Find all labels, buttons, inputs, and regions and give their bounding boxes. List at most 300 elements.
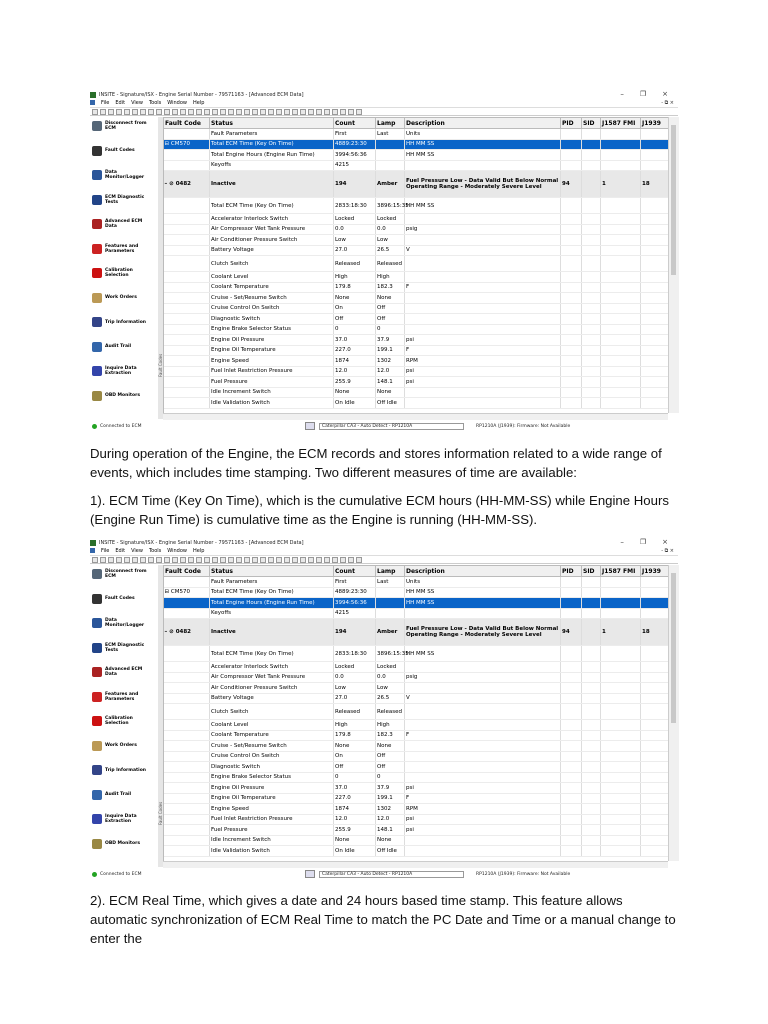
screenshot-top — [90, 90, 678, 435]
table-cell: RPM — [405, 804, 561, 815]
table-cell: 1874 — [334, 356, 376, 367]
table-cell — [582, 282, 601, 293]
column-header[interactable]: J1939 — [641, 118, 679, 129]
table-cell — [601, 814, 641, 825]
table-cell — [561, 324, 582, 335]
menu-edit[interactable]: Edit — [115, 99, 126, 106]
toolbar-button[interactable] — [92, 557, 98, 563]
sidebar-item-label: Disconnect from ECM — [105, 569, 147, 579]
table-cell: 27.0 — [334, 245, 376, 256]
toolbar-button[interactable] — [340, 109, 346, 115]
toolbar-button[interactable] — [124, 557, 130, 563]
sidebar-item[interactable] — [92, 667, 153, 677]
sidebar-item[interactable] — [92, 244, 153, 254]
horizontal-scrollbar[interactable] — [163, 413, 668, 420]
adapter-select[interactable]: Caterpillar CA3 - Auto Detect - RP1210A — [319, 423, 464, 430]
sidebar-item[interactable] — [92, 317, 153, 327]
table-row[interactable] — [164, 387, 679, 398]
table-cell: 26.5 — [376, 245, 405, 256]
toolbar-button[interactable] — [140, 557, 146, 563]
vertical-tab-label[interactable]: Fault Codes — [158, 801, 163, 825]
table-cell: 0.0 — [376, 224, 405, 235]
sidebar-item[interactable] — [92, 692, 153, 702]
toolbar-button[interactable] — [164, 109, 170, 115]
column-header[interactable]: SID — [582, 118, 601, 129]
column-header[interactable]: PID — [561, 566, 582, 577]
table-row[interactable] — [164, 704, 679, 720]
table-cell — [376, 139, 405, 150]
menu-file[interactable]: File — [101, 99, 110, 106]
menu-file[interactable]: File — [101, 547, 110, 554]
table-cell: Total ECM Time (Key On Time) — [210, 198, 334, 214]
table-cell — [601, 646, 641, 662]
table-cell — [561, 272, 582, 283]
table-row[interactable] — [164, 772, 679, 783]
toolbar-button[interactable] — [188, 557, 194, 563]
menu-edit[interactable]: Edit — [115, 547, 126, 554]
table-cell — [561, 646, 582, 662]
sidebar-item-label: Advanced ECM Data — [105, 667, 143, 677]
column-header[interactable]: Fault Code — [164, 566, 210, 577]
table-cell: Cruise - Set/Resume Switch — [210, 741, 334, 752]
toolbar-button[interactable] — [116, 557, 122, 563]
table-cell — [376, 587, 405, 598]
table-cell — [601, 662, 641, 673]
table-cell — [561, 303, 582, 314]
adapter-select[interactable]: Caterpillar CA3 - Auto Detect - RP1210A — [319, 871, 464, 878]
sidebar-item-label: Work Orders — [105, 295, 137, 300]
table-row[interactable] — [164, 139, 679, 150]
table-cell — [405, 608, 561, 619]
mdi-controls[interactable]: - ⧉ × — [661, 547, 674, 554]
table-cell: 1302 — [376, 356, 405, 367]
table-cell: Amber — [376, 619, 405, 646]
table-cell: Locked — [376, 214, 405, 225]
column-header[interactable]: Description — [405, 566, 561, 577]
toolbar-button[interactable] — [252, 109, 258, 115]
table-cell — [561, 345, 582, 356]
table-cell: 26.5 — [376, 693, 405, 704]
diagnostic-tests-icon — [92, 195, 102, 205]
table-row[interactable] — [164, 198, 679, 214]
table-cell — [561, 587, 582, 598]
table-cell: Clutch Switch — [210, 704, 334, 720]
table-cell — [601, 282, 641, 293]
column-header[interactable]: PID — [561, 118, 582, 129]
toolbar-button[interactable] — [172, 557, 178, 563]
sidebar-item[interactable] — [92, 741, 153, 751]
sidebar-item[interactable] — [92, 643, 153, 653]
table-cell: 27.0 — [334, 693, 376, 704]
table-row[interactable] — [164, 335, 679, 346]
toolbar-button[interactable] — [316, 109, 322, 115]
table-row[interactable] — [164, 377, 679, 388]
toolbar-button[interactable] — [180, 109, 186, 115]
toolbar-button[interactable] — [316, 557, 322, 563]
table-cell: None — [334, 741, 376, 752]
toolbar-button[interactable] — [324, 109, 330, 115]
table-cell — [582, 245, 601, 256]
table-cell: psig — [405, 224, 561, 235]
table-row[interactable] — [164, 214, 679, 225]
table-cell: Inactive — [210, 619, 334, 646]
mdi-controls[interactable]: - ⧉ × — [661, 99, 674, 106]
toolbar-button[interactable] — [356, 557, 362, 563]
trip-info-icon — [92, 765, 102, 775]
table-cell — [405, 314, 561, 325]
table-row[interactable] — [164, 693, 679, 704]
table-cell: Engine Speed — [210, 356, 334, 367]
table-cell — [561, 751, 582, 762]
table-cell: – ⊘ 0482 — [164, 619, 210, 646]
table-cell — [164, 345, 210, 356]
table-cell — [582, 129, 601, 140]
table-row[interactable] — [164, 245, 679, 256]
table-cell — [405, 772, 561, 783]
menu-help[interactable]: Help — [192, 547, 205, 554]
toolbar-button[interactable] — [292, 557, 298, 563]
toolbar-button[interactable] — [252, 557, 258, 563]
toolbar-button[interactable] — [148, 557, 154, 563]
toolbar-button[interactable] — [108, 109, 114, 115]
table-row[interactable] — [164, 608, 679, 619]
table-cell: On — [334, 303, 376, 314]
sidebar-item[interactable] — [92, 366, 153, 376]
toolbar-button[interactable] — [284, 557, 290, 563]
sidebar-item[interactable] — [92, 814, 153, 824]
window-title: INSITE - Signature/ISX - Engine Serial Number - 79571163 - [Advanced ECM Data] — [99, 91, 304, 98]
table-cell: Engine Brake Selector Status — [210, 772, 334, 783]
table-cell — [405, 704, 561, 720]
toolbar-button[interactable] — [220, 109, 226, 115]
table-cell — [582, 683, 601, 694]
toolbar-button[interactable] — [300, 109, 306, 115]
column-header[interactable]: Status — [210, 566, 334, 577]
table-row[interactable] — [164, 741, 679, 752]
table-row[interactable] — [164, 751, 679, 762]
table-cell: High — [376, 720, 405, 731]
table-row[interactable] — [164, 846, 679, 857]
table-row[interactable] — [164, 783, 679, 794]
toolbar-button[interactable] — [196, 557, 202, 563]
scroll-thumb[interactable] — [671, 573, 676, 723]
table-cell: Total ECM Time (Key On Time) — [210, 646, 334, 662]
toolbar-button[interactable] — [140, 109, 146, 115]
table-row[interactable] — [164, 793, 679, 804]
toolbar-button[interactable] — [180, 557, 186, 563]
table-row[interactable] — [164, 646, 679, 662]
toolbar-button[interactable] — [308, 557, 314, 563]
table-cell — [164, 825, 210, 836]
table-row[interactable] — [164, 160, 679, 171]
toolbar-button[interactable] — [332, 557, 338, 563]
table-cell — [376, 608, 405, 619]
close-button[interactable]: × — [662, 538, 668, 546]
horizontal-scrollbar[interactable] — [163, 861, 668, 868]
diagnostic-tests-icon — [92, 643, 102, 653]
table-cell: 179.8 — [334, 282, 376, 293]
column-header[interactable]: Fault Code — [164, 118, 210, 129]
column-header[interactable]: Count — [334, 566, 376, 577]
table-row[interactable] — [164, 814, 679, 825]
document-icon — [90, 548, 95, 553]
table-cell — [582, 587, 601, 598]
toolbar-button[interactable] — [156, 557, 162, 563]
toolbar-button[interactable] — [204, 557, 210, 563]
toolbar-button[interactable] — [324, 557, 330, 563]
table-cell — [601, 129, 641, 140]
work-orders-icon — [92, 741, 102, 751]
toolbar-button[interactable] — [292, 109, 298, 115]
toolbar-button[interactable] — [332, 109, 338, 115]
table-cell — [164, 303, 210, 314]
table-row[interactable] — [164, 720, 679, 731]
table-cell — [601, 825, 641, 836]
table-cell — [561, 224, 582, 235]
toolbar-button[interactable] — [220, 557, 226, 563]
toolbar-button[interactable] — [348, 109, 354, 115]
toolbar-button[interactable] — [148, 109, 154, 115]
table-cell — [601, 398, 641, 409]
table-row[interactable] — [164, 356, 679, 367]
table-cell: Fuel Pressure — [210, 377, 334, 388]
menu-tools[interactable]: Tools — [148, 547, 162, 554]
table-cell: Released — [334, 256, 376, 272]
column-header[interactable]: Lamp — [376, 118, 405, 129]
table-row[interactable] — [164, 804, 679, 815]
toolbar-button[interactable] — [164, 557, 170, 563]
sidebar-item[interactable] — [92, 569, 153, 579]
sidebar-item[interactable] — [92, 146, 153, 156]
table-row[interactable] — [164, 171, 679, 198]
table-row[interactable] — [164, 577, 679, 588]
menu-window[interactable]: Window — [167, 547, 187, 554]
table-cell: 12.0 — [376, 814, 405, 825]
sidebar-item[interactable] — [92, 195, 153, 205]
table-row[interactable] — [164, 129, 679, 140]
sidebar-item[interactable] — [92, 342, 153, 352]
toolbar-button[interactable] — [212, 557, 218, 563]
table-cell — [582, 608, 601, 619]
table-cell: Fuel Inlet Restriction Pressure — [210, 366, 334, 377]
table-row[interactable] — [164, 150, 679, 161]
toolbar-button[interactable] — [156, 109, 162, 115]
table-row[interactable] — [164, 324, 679, 335]
vertical-tab-label[interactable]: Fault Codes — [158, 353, 163, 377]
toolbar-button[interactable] — [228, 109, 234, 115]
toolbar-button[interactable] — [260, 109, 266, 115]
toolbar-button[interactable] — [244, 557, 250, 563]
minimize-button[interactable]: – — [620, 90, 624, 98]
table-cell — [164, 741, 210, 752]
table-cell — [582, 693, 601, 704]
sidebar-item[interactable] — [92, 716, 153, 726]
toolbar-button[interactable] — [308, 109, 314, 115]
table-row[interactable] — [164, 662, 679, 673]
table-cell — [582, 171, 601, 198]
sidebar-item[interactable] — [92, 293, 153, 303]
table-cell: Accelerator Interlock Switch — [210, 214, 334, 225]
toolbar-button[interactable] — [188, 109, 194, 115]
column-header[interactable]: SID — [582, 566, 601, 577]
table-cell — [405, 398, 561, 409]
table-row[interactable] — [164, 835, 679, 846]
sidebar-item[interactable] — [92, 790, 153, 800]
table-row[interactable] — [164, 224, 679, 235]
table-row[interactable] — [164, 683, 679, 694]
table-row[interactable] — [164, 293, 679, 304]
column-header[interactable]: J1587 FMI — [601, 118, 641, 129]
table-row[interactable] — [164, 762, 679, 773]
toolbar-button[interactable] — [276, 109, 282, 115]
column-header[interactable]: J1939 — [641, 566, 679, 577]
toolbar-button[interactable] — [108, 557, 114, 563]
table-row[interactable] — [164, 366, 679, 377]
table-cell: Battery Voltage — [210, 693, 334, 704]
toolbar-button[interactable] — [300, 557, 306, 563]
menu-view[interactable]: View — [131, 99, 143, 106]
table-cell — [561, 683, 582, 694]
menu-window[interactable]: Window — [167, 99, 187, 106]
menu-tools[interactable]: Tools — [148, 99, 162, 106]
sidebar-item[interactable] — [92, 594, 153, 604]
table-cell — [164, 672, 210, 683]
table-cell: Battery Voltage — [210, 245, 334, 256]
sidebar-item[interactable] — [92, 170, 153, 180]
table-cell — [405, 256, 561, 272]
sidebar-item[interactable] — [92, 219, 153, 229]
table-cell: Total Engine Hours (Engine Run Time) — [210, 150, 334, 161]
toolbar-button[interactable] — [92, 109, 98, 115]
sidebar-item[interactable] — [92, 839, 153, 849]
toolbar-button[interactable] — [284, 109, 290, 115]
vertical-scrollbar[interactable] — [668, 117, 679, 413]
table-cell: None — [376, 293, 405, 304]
table-row[interactable] — [164, 272, 679, 283]
minimize-button[interactable]: – — [620, 538, 624, 546]
toolbar-button[interactable] — [236, 109, 242, 115]
table-cell — [582, 324, 601, 335]
scroll-thumb[interactable] — [671, 125, 676, 275]
table-cell — [582, 139, 601, 150]
table-row[interactable] — [164, 345, 679, 356]
column-header[interactable]: J1587 FMI — [601, 566, 641, 577]
toolbar-button[interactable] — [100, 109, 106, 115]
inquire-icon — [92, 366, 102, 376]
toolbar-button[interactable] — [268, 557, 274, 563]
vertical-scrollbar[interactable] — [668, 565, 679, 861]
maximize-button[interactable]: ❐ — [639, 538, 647, 546]
table-cell: 12.0 — [334, 814, 376, 825]
obd-monitors-icon — [92, 391, 102, 401]
menu-help[interactable]: Help — [192, 99, 205, 106]
table-cell: On Idle — [334, 846, 376, 857]
sidebar-item-label: Calibration Selection — [105, 268, 133, 278]
toolbar-button[interactable] — [132, 557, 138, 563]
table-cell — [164, 214, 210, 225]
table-row[interactable] — [164, 730, 679, 741]
toolbar-button[interactable] — [356, 109, 362, 115]
table-cell — [164, 751, 210, 762]
table-cell — [601, 256, 641, 272]
table-row[interactable] — [164, 598, 679, 609]
table-cell: psi — [405, 366, 561, 377]
table-cell — [582, 741, 601, 752]
table-row[interactable] — [164, 314, 679, 325]
toolbar-button[interactable] — [132, 109, 138, 115]
sidebar-item[interactable] — [92, 391, 153, 401]
sidebar-item-label: Features and Parameters — [105, 691, 139, 702]
table-cell — [582, 314, 601, 325]
sidebar-item-label: Inquire Data Extraction — [105, 366, 137, 376]
toolbar-button[interactable] — [212, 109, 218, 115]
table-cell — [561, 256, 582, 272]
table-cell — [561, 198, 582, 214]
toolbar-button[interactable] — [260, 557, 266, 563]
toolbar-button[interactable] — [228, 557, 234, 563]
toolbar-button[interactable] — [268, 109, 274, 115]
table-cell: 0 — [334, 324, 376, 335]
toolbar-button[interactable] — [100, 557, 106, 563]
table-cell: HH MM SS — [405, 587, 561, 598]
toolbar-button[interactable] — [196, 109, 202, 115]
sidebar-item[interactable] — [92, 268, 153, 278]
table-cell — [405, 741, 561, 752]
maximize-button[interactable]: ❐ — [639, 90, 647, 98]
paragraph-real-time: 2). ECM Real Time, which gives a date and 24 hours based time stamp. This feature allows automatic synchronization of ECM Real Time to match the PC Date and Time or a manual change to enter the — [90, 893, 676, 946]
sidebar-item[interactable] — [92, 765, 153, 775]
toolbar-button[interactable] — [276, 557, 282, 563]
table-cell — [405, 835, 561, 846]
toolbar-button[interactable] — [236, 557, 242, 563]
menu-view[interactable]: View — [131, 547, 143, 554]
table-row[interactable] — [164, 825, 679, 836]
table-cell: psi — [405, 335, 561, 346]
table-row[interactable] — [164, 619, 679, 646]
table-row[interactable] — [164, 398, 679, 409]
toolbar-button[interactable] — [340, 557, 346, 563]
toolbar-button[interactable] — [116, 109, 122, 115]
sidebar-item[interactable] — [92, 618, 153, 628]
table-row[interactable] — [164, 282, 679, 293]
table-cell — [561, 150, 582, 161]
table-cell — [164, 846, 210, 857]
table-row[interactable] — [164, 235, 679, 246]
close-button[interactable]: × — [662, 90, 668, 98]
toolbar-button[interactable] — [172, 109, 178, 115]
toolbar-button[interactable] — [244, 109, 250, 115]
table-cell — [601, 345, 641, 356]
table-row[interactable] — [164, 303, 679, 314]
table-cell: psi — [405, 377, 561, 388]
fault-code-grid — [163, 565, 668, 861]
table-row[interactable] — [164, 672, 679, 683]
data-monitor-icon — [92, 618, 102, 628]
table-cell: Units — [405, 129, 561, 140]
table-cell — [601, 356, 641, 367]
column-header[interactable]: Status — [210, 118, 334, 129]
toolbar-button[interactable] — [348, 557, 354, 563]
toolbar-button[interactable] — [124, 109, 130, 115]
table-row[interactable] — [164, 256, 679, 272]
column-header[interactable]: Count — [334, 118, 376, 129]
column-header[interactable]: Lamp — [376, 566, 405, 577]
table-cell — [601, 245, 641, 256]
table-row[interactable] — [164, 587, 679, 598]
sidebar-item[interactable] — [92, 121, 153, 131]
column-header[interactable]: Description — [405, 118, 561, 129]
toolbar-button[interactable] — [204, 109, 210, 115]
